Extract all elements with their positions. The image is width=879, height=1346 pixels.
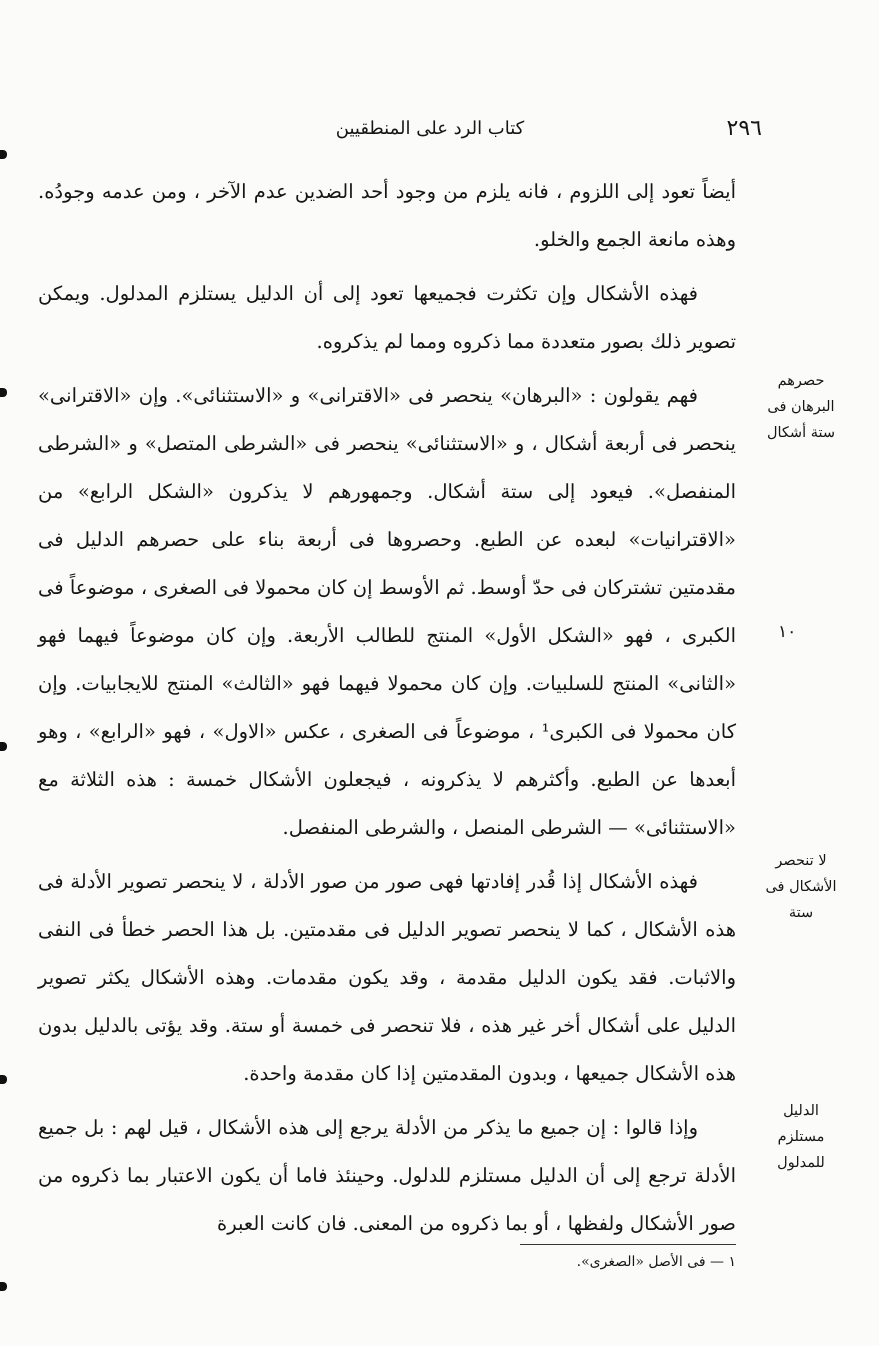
paragraph: أيضاً تعود إلى اللزوم ، فانه يلزم من وجود أحد الضدين عدم الآخر ، ومن عدمه وجودُه. وهذه مانعة الجمع والخلو. <box>38 180 736 251</box>
body-text <box>38 168 736 1254</box>
paragraph: فهذه الأشكال إذا قُدر إفادتها فهى صور من صور الأدلة ، لا ينحصر تصوير الأدلة فى هذه الأشكال ، كما لا ينحصر تصوير الدليل فى مقدمتين. بل هذا الحصر خطأ فى النفى والاثبات. فقد يكون الدليل مقدمة ، وقد يكون مقدمات. وهذه الأشكال يكثر تصوير الدليل على أشكال أخر غير هذه ، فلا تنحصر فى خمسة أو ستة. وقد يؤتى بالدليل بدون هذه الأشكال جميعها ، وبدون المقدمتين إذا كان مقدمة واحدة. <box>38 870 736 1085</box>
running-title: كتاب الرد على المنطقيين <box>335 118 525 139</box>
margin-note-forms-not-limited: لا تنحصر الأشكال فى ستة <box>765 853 837 921</box>
scan-edge-mark <box>0 742 7 751</box>
paragraph: فهذه الأشكال وإن تكثرت فجميعها تعود إلى أن الدليل يستلزم المدلول. ويمكن تصوير ذلك بصور متعددة مما ذكروه ومما لم يذكروه. <box>38 282 736 353</box>
paragraph: وإذا قالوا : إن جميع ما يذكر من الأدلة يرجع إلى هذه الأشكال ، قيل لهم : بل جميع الأدلة ترجع إلى أن الدليل مستلزم للدلول. وحينئذ فاما أن يكون الاعتبار بما ذكروه من صور الأشكال ولفظها ، أو بما ذكروه من المعنى. فان كانت العبرة <box>38 1116 736 1235</box>
scan-edge-mark <box>0 1075 7 1084</box>
footnote-divider <box>520 1244 736 1245</box>
page-header <box>30 112 770 142</box>
line-number: ١٠ <box>778 622 797 642</box>
scan-edge-mark <box>0 388 7 397</box>
paragraph: فهم يقولون : «البرهان» ينحصر فى «الاقترانى» و «الاستثنائى». وإن «الاقترانى» ينحصر فى أربعة أشكال ، و «الاستثنائى» ينحصر فى «الشرطى المتصل» و «الشرطى المنفصل». فيعود إلى ستة أشكال. وجمهورهم لا يذكرون «الشكل الرابع» من «الاقترانيات» لبعده عن الطبع. وحصروها فى أربعة بناء على حصرهم الدليل فى مقدمتين تشتركان فى حدّ أوسط. ثم الأوسط إن كان محمولا فى الصغرى ، موضوعاً فى الكبرى ، فهو «الشكل الأول» المنتج للطالب الأربعة. وإن كان موضوعاً فيهما فهو «الثانى» المنتج للسلبيات. وإن كان محمولا فيهما فهو «الثالث» المنتج للايجابيات. وإن كان محمولا فى الكبرى¹ ، موضوعاً فى الصغرى ، عكس «الاول» ، فهو «الرابع» ، وهو أبعدها عن الطبع. وأكثرهم لا يذكرونه ، فيجعلون الأشكال خمسة : هذه الثلاثة مع «الاستثنائى» — الشرطى المنصل ، والشرطى المنفصل. <box>38 384 736 839</box>
page-number: ٢٩٦ <box>726 116 762 141</box>
scan-edge-mark <box>0 1282 7 1291</box>
margin-note-proof-entails: الدليل مستلزم للمدلول <box>777 1103 825 1171</box>
footnote: ١ — فى الأصل «الصغرى». <box>576 1254 736 1270</box>
scan-edge-mark <box>0 150 7 159</box>
margin-note-syllogism-forms: حصرهم البرهان فى ستة أشكال <box>766 373 836 441</box>
